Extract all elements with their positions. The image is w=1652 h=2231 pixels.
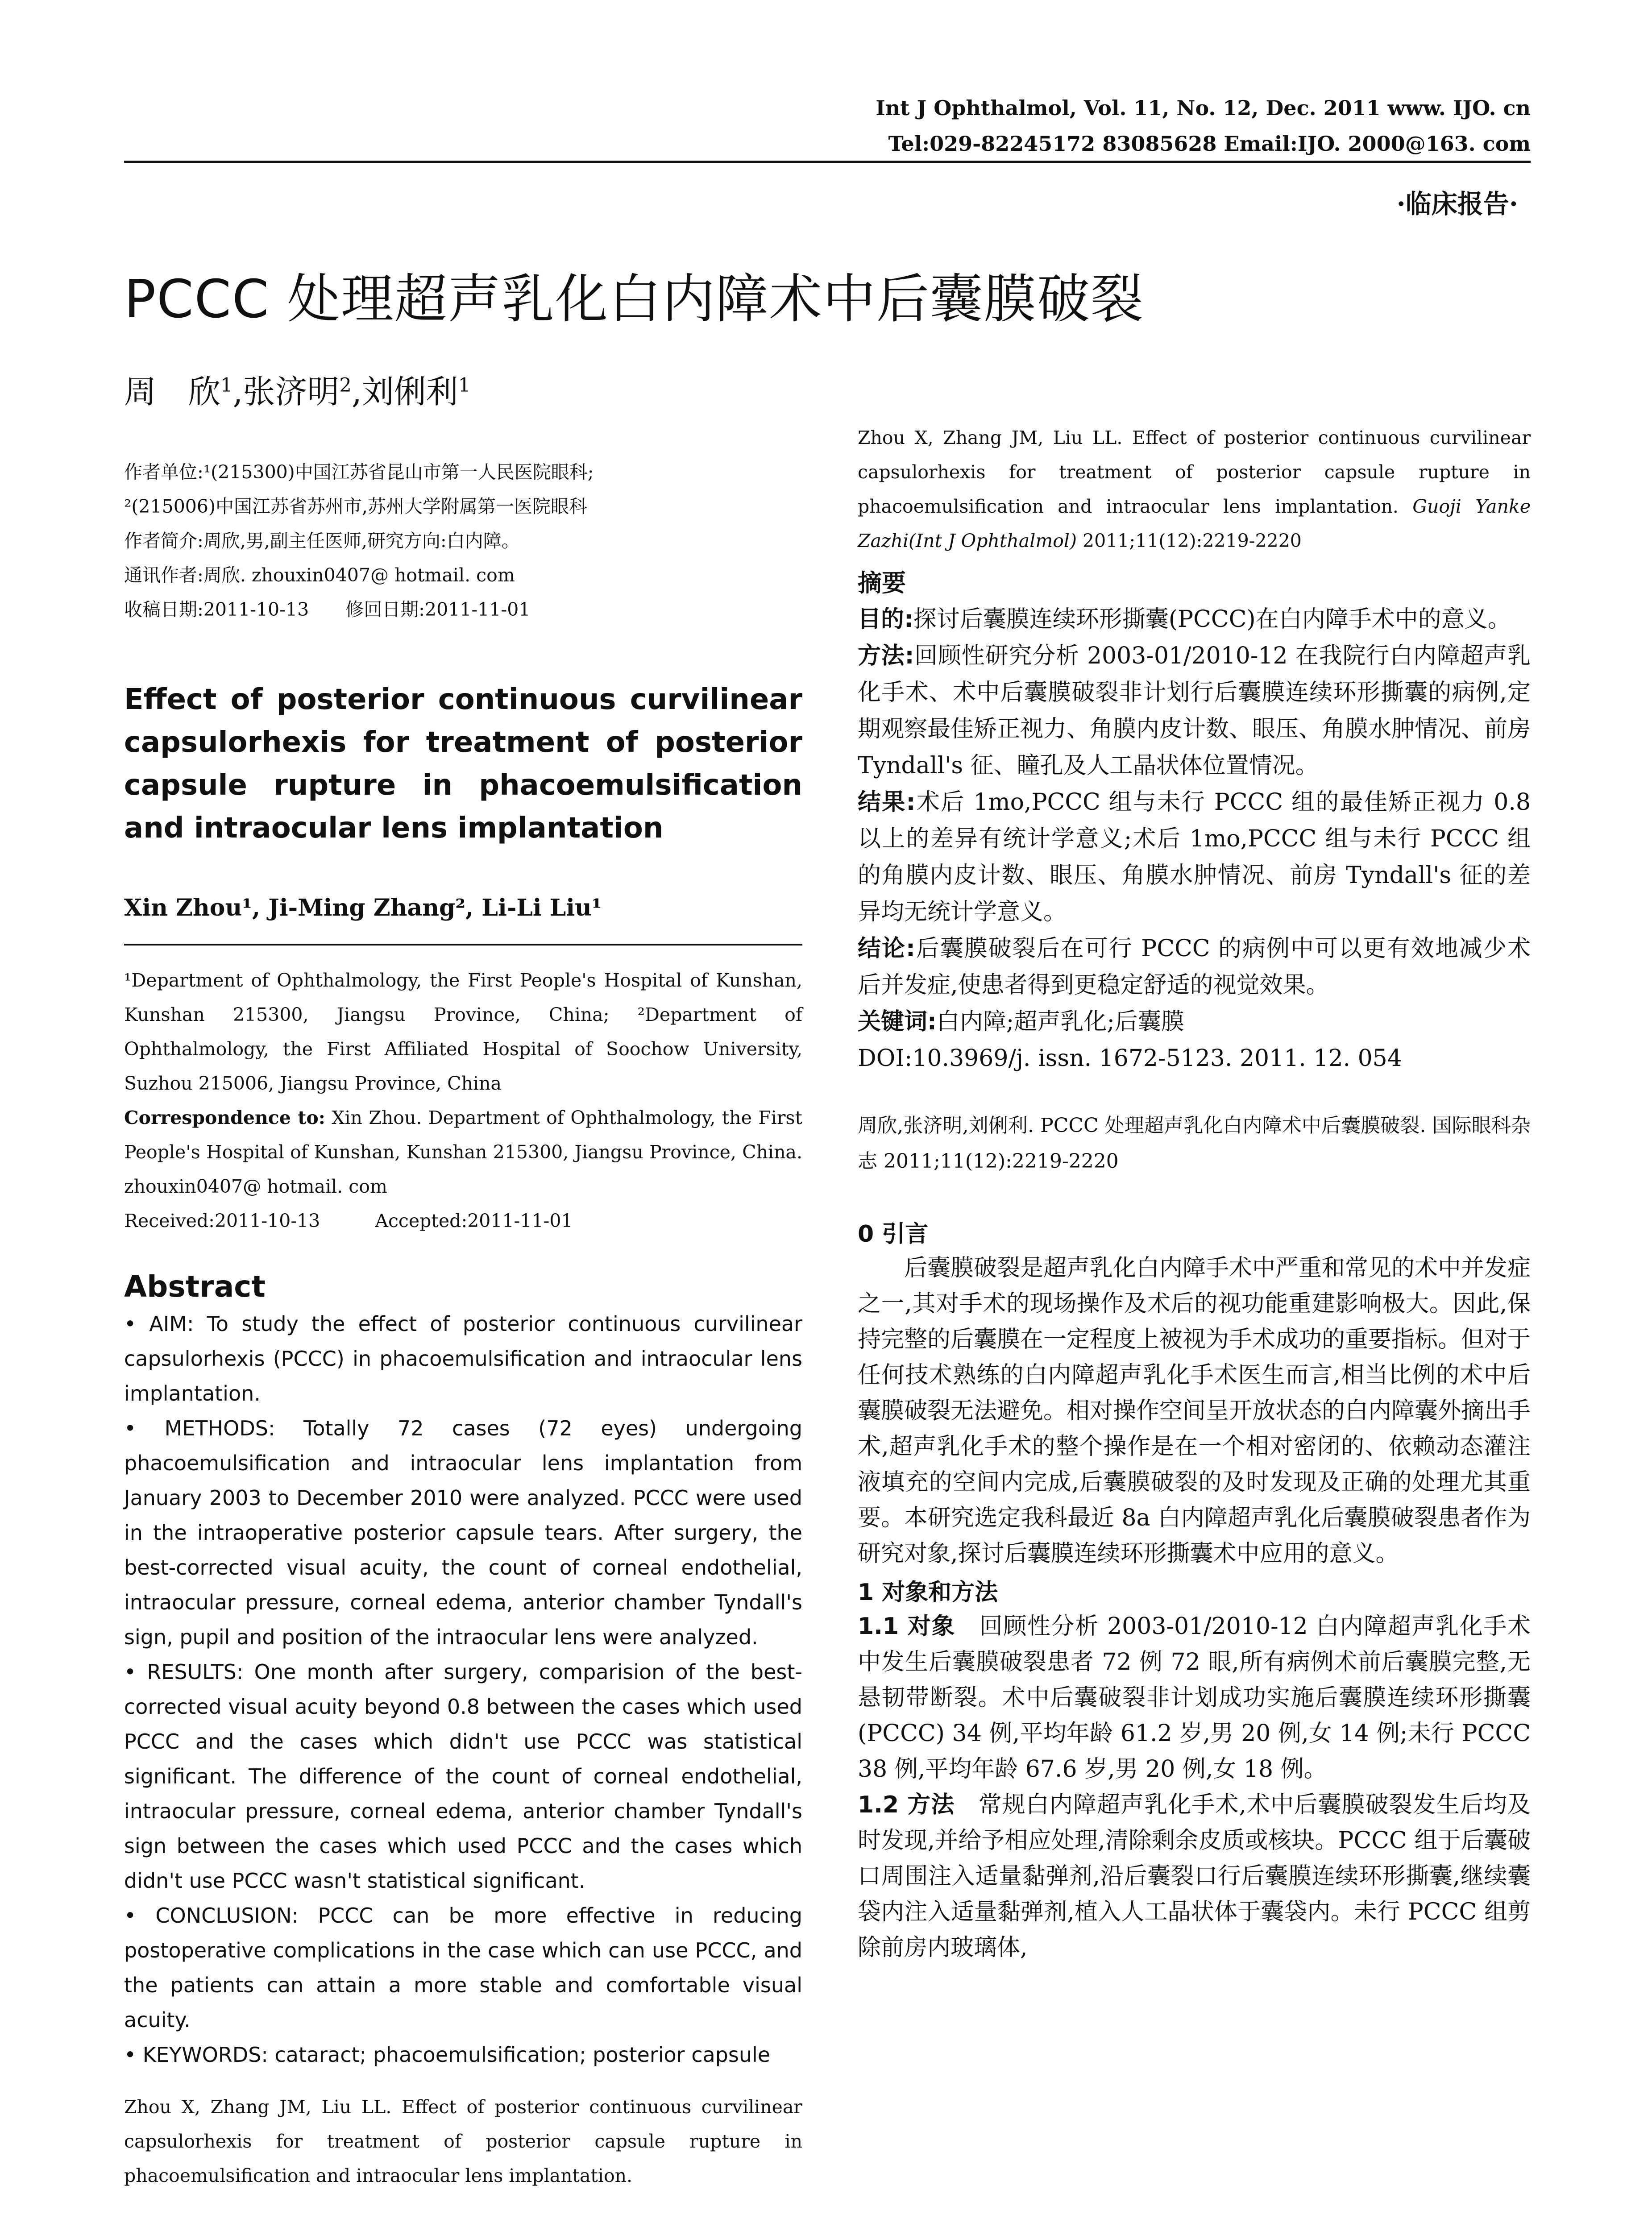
abstract-cn-keywords-text: 白内障;超声乳化;后囊膜 [936,1008,1184,1035]
author-2-sup: 2 [339,374,352,397]
abstract-heading: Abstract [124,1269,266,1304]
header-rule [124,161,1531,163]
author-info-line: ²(215006)中国江苏省苏州市,苏州大学附属第一医院眼科 [124,496,587,517]
author-3-sup: 1 [458,374,471,397]
methods-1-2-label: 1.2 方法 [858,1791,955,1818]
intro-heading: 0 引言 [858,1221,929,1248]
abstract-keywords: • KEYWORDS: cataract; phacoemulsification; posterior capsule [124,2043,771,2067]
abstract-cn-keywords-label: 关键词: [858,1008,937,1035]
abstract-conclusion: • CONCLUSION: PCCC can be more effective in reducing postoperative complications in the case which can use PCCC, and the patients can attain a more stable and comfortable visual acuity. [124,1903,802,2032]
english-authors: Xin Zhou¹, Ji-Ming Zhang², Li-Li Liu¹ [124,894,602,921]
author-info-line: 作者单位:¹(215300)中国江苏省昆山市第一人民医院眼科; [124,461,594,483]
correspondence [124,1101,802,1204]
methods-1-1-text: 回顾性分析 2003-01/2010-12 白内障超声乳化手术中发生后囊膜破裂患者 72 例 72 眼,所有病例术前后囊膜完整,无悬韧带断裂。术中后囊破裂非计划成功实施后囊膜连续环形撕囊(PCCC) 34 例,平均年龄 61.2 岁,男 20 例,女 14 例;未行 PCCC 38 例,平均年龄 67.6 岁,男 20 例,女 18 例。 [858,1613,1531,1783]
running-header-line2: Tel:029-82245172 83085628 Email:IJO. 2000@163. com [888,132,1531,156]
author-info-line: 收稿日期:2011-10-13 修回日期:2011-11-01 [124,599,531,620]
english-title: Effect of posterior continuous curvilinear capsulorhexis for treatment of posterior capsule rupture in phacoemulsification and intraocular lens implantation [124,683,802,845]
citation-en-text-cont: Zhou X, Zhang JM, Liu LL. Effect of posterior continuous curvilinear capsulorhexis for treatment of posterior capsule rupture in phacoemulsification and intraocular lens implantation. [858,427,1531,517]
abstract-cn-aim-text: 探讨后囊膜连续环形撕囊(PCCC)在白内障手术中的意义。 [913,606,1511,633]
abstract-cn-heading: 摘要 [858,569,906,597]
abstract-methods: • METHODS: Totally 72 cases (72 eyes) undergoing phacoemulsification and intraocular lens implantation from January 2003 to December 2010 were analyzed. PCCC were used in the intraoperative posterior capsule tears. After surgery, the best-corrected visual acuity, the count of corneal endothelial, intraocular pressure, corneal edema, anterior chamber Tyndall's sign, pupil and position of the intraocular lens were analyzed. [124,1416,802,1649]
abstract-cn-conclusion [858,930,1531,1004]
methods-1-2 [858,1787,1531,1966]
citation-cn: 周欣,张济明,刘俐利. PCCC 处理超声乳化白内障术中后囊膜破裂. 国际眼科杂志 2011;11(12):2219-2220 [858,1114,1531,1173]
intro-text: 后囊膜破裂是超声乳化白内障手术中严重和常见的术中并发症之一,其对手术的现场操作及术后的视功能重建影响极大。因此,保持完整的后囊膜在一定程度上被视为手术成功的重要指标。但对于任何技术熟练的白内障超声乳化手术医生而言,相当比例的术中后囊膜破裂无法避免。相对操作空间呈开放状态的白内障囊外摘出手术,超声乳化手术的整个操作是在一个相对密闭的、依赖动态灌注液填充的空间内完成,后囊膜破裂的及时发现及正确的处理尤其重要。本研究选定我科最近 8a 白内障超声乳化后囊膜破裂患者作为研究对象,探讨后囊膜连续环形撕囊术中应用的意义。 [858,1255,1531,1567]
abstract-cn-conclusion-label: 结论: [858,935,915,962]
section-label: ·临床报告· [1396,189,1518,219]
citation-en-cont [858,421,1531,552]
author-1-sup: 1 [220,374,233,397]
abstract-cn-results-label: 结果: [858,789,916,816]
abstract-cn-aim [858,601,1531,638]
citation-en-tail: 2011;11(12):2219-2220 [1077,530,1302,552]
correspondence-text: Xin Zhou. Department of Ophthalmology, the First People's Hospital of Kunshan, Kunshan 215300, Jiangsu Province, China. zhouxin0407@ hotmail. com [124,1107,802,1197]
abstract-cn-results [858,784,1531,930]
abstract-cn [858,601,1531,1077]
affiliation-en: ¹Department of Ophthalmology, the First People's Hospital of Kunshan, Kunshan 215300, Jiangsu Province, China; ²Department of Ophthalmology, the First Affiliated Hospital of Soochow University, Suzhou 215006, Jiangsu Province, China [124,970,802,1094]
affiliation-rule [124,944,802,945]
left-column [124,455,802,2186]
author-1: 周 欣 [124,373,221,411]
citation-en-journal: Guoji Yanke Zazhi(Int J Ophthalmol) [858,496,1531,552]
correspondence-label: Correspondence to: [124,1107,325,1128]
abstract-cn-aim-label: 目的: [858,606,913,633]
abstract-en [124,1306,802,2072]
author-info [124,455,802,627]
page-title: PCCC 处理超声乳化白内障术中后囊膜破裂 [124,268,1144,330]
author-info-line: 作者简介:周欣,男,副主任医师,研究方向:白内障。 [124,530,520,552]
abstract-aim: • AIM: To study the effect of posterior continuous curvilinear capsulorhexis (PCCC) in phacoemulsification and intraocular lens implantation. [124,1312,802,1406]
citation-en-start [124,2090,802,2186]
abstract-cn-conclusion-text: 后囊膜破裂后在可行 PCCC 的病例中可以更有效地减少术后并发症,使患者得到更稳定舒适的视觉效果。 [858,935,1531,999]
methods-1-1-label: 1.1 对象 [858,1613,956,1640]
abstract-cn-methods [858,638,1531,784]
abstract-cn-keywords [858,1004,1531,1040]
citation-en-text: Zhou X, Zhang JM, Liu LL. Effect of posterior continuous curvilinear capsulorhexis for treatment of posterior capsule rupture in phacoemulsification and intraocular lens implantation. [124,2096,802,2186]
received-en: Received:2011-10-13 Accepted:2011-11-01 [124,1210,573,1232]
author-3: ,刘俐利 [351,373,458,411]
abstract-cn-methods-label: 方法: [858,643,914,669]
author-2: ,张济明 [232,373,340,411]
methods-1-1 [858,1609,1531,1787]
author-info-line: 通讯作者:周欣. zhouxin0407@ hotmail. com [124,564,515,586]
abstract-cn-methods-text: 回顾性研究分析 2003-01/2010-12 在我院行白内障超声乳化手术、术中后囊膜破裂非计划行后囊膜连续环形撕囊的病例,定期观察最佳矫正视力、角膜内皮计数、眼压、角膜水肿情况、前房 Tyndall's 征、瞳孔及人工晶状体位置情况。 [858,643,1531,779]
running-header-line1: Int J Ophthalmol, Vol. 11, No. 12, Dec. 2011 www. IJO. cn [876,96,1531,120]
authors-cn [124,366,470,412]
right-column [858,427,1531,1966]
abstract-results: • RESULTS: One month after surgery, comparision of the best-corrected visual acuity beyond 0.8 between the cases which used PCCC and the cases which didn't use PCCC was statistical significant. The difference of the count of corneal endothelial, intraocular pressure, corneal edema, anterior chamber Tyndall's sign between the cases which used PCCC and the cases which didn't use PCCC wasn't statistical significant. [124,1660,802,1893]
abstract-cn-doi: DOI:10.3969/j. issn. 1672-5123. 2011. 12. 054 [858,1045,1402,1072]
methods-heading: 1 对象和方法 [858,1579,998,1606]
methods-1-2-text: 常规白内障超声乳化手术,术中后囊膜破裂发生后均及时发现,并给予相应处理,清除剩余皮质或核块。PCCC 组于后囊破口周围注入适量黏弹剂,沿后囊裂口行后囊膜连续环形撕囊,继续囊袋内注入适量黏弹剂,植入人工晶状体于囊袋内。未行 PCCC 组剪除前房内玻璃体, [858,1791,1531,1961]
abstract-cn-results-text: 术后 1mo,PCCC 组与未行 PCCC 组的最佳矫正视力 0.8 以上的差异有统计学意义;术后 1mo,PCCC 组与未行 PCCC 组的角膜内皮计数、眼压、角膜水肿情况、前房 Tyndall's 征的差异均无统计学意义。 [858,789,1531,925]
